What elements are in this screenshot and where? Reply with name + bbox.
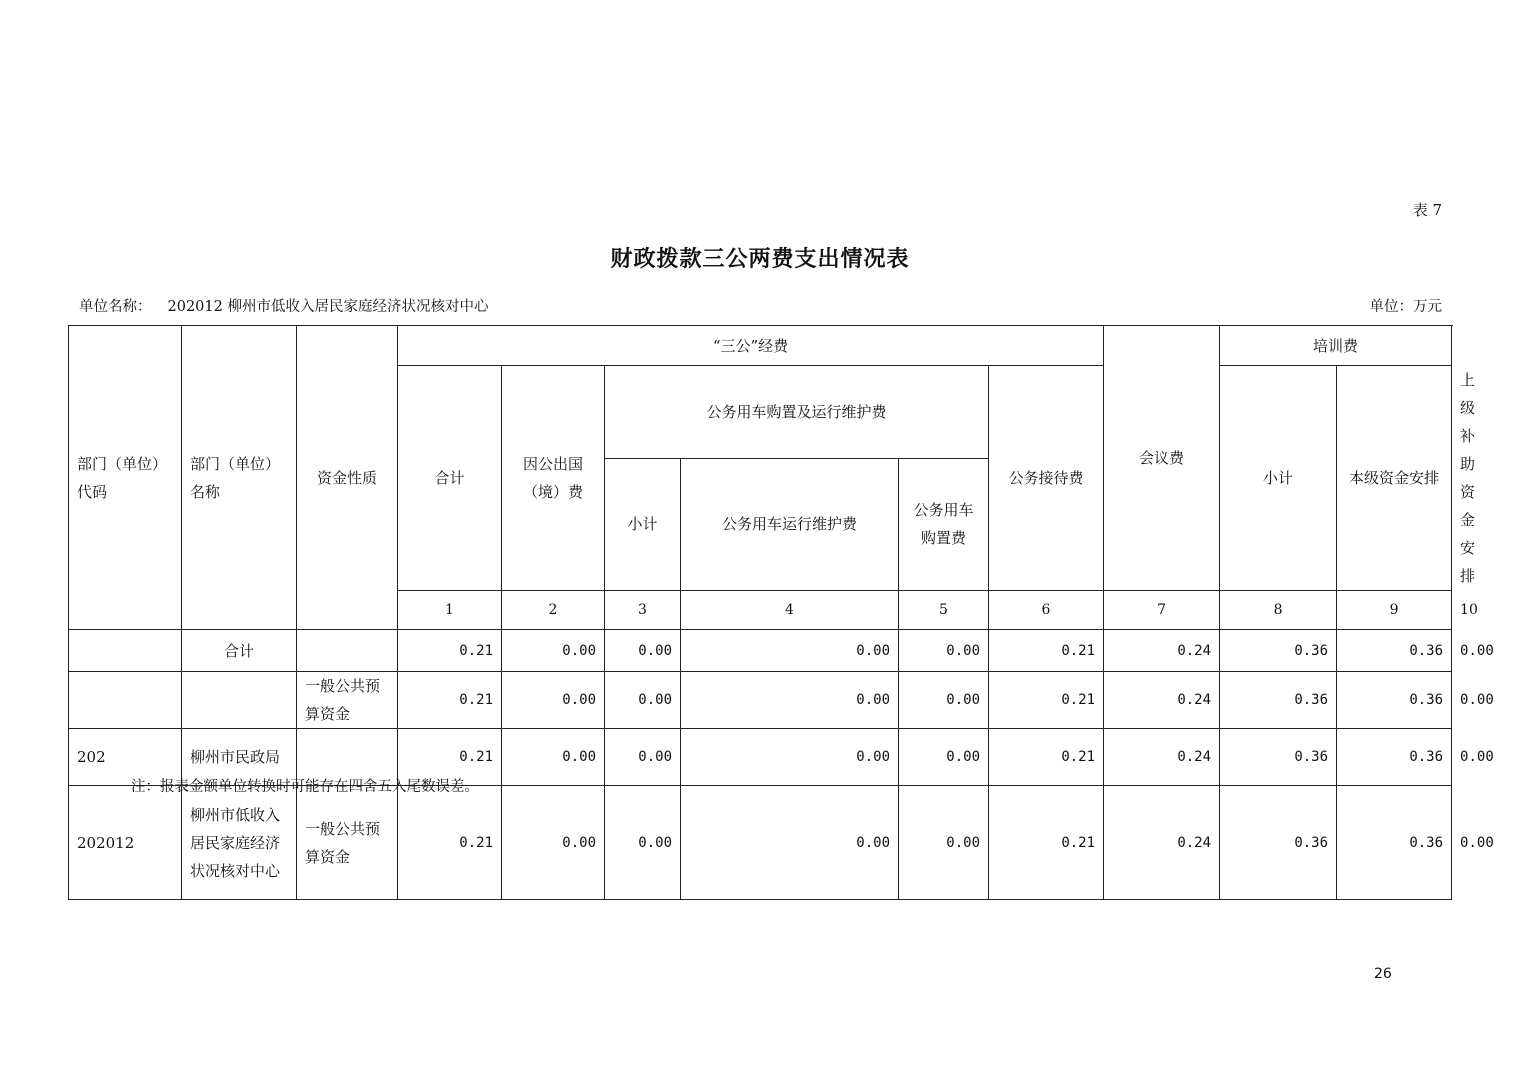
cell-training-local: 0.36 [1337, 786, 1452, 900]
header-training-subtotal: 小计 [1220, 366, 1337, 591]
col-index-1: 1 [398, 591, 502, 630]
cell-vehicle-subtotal: 0.00 [605, 672, 681, 729]
table-row: 一般公共预算资金 0.21 0.00 0.00 0.00 0.00 0.21 0.24 0.36 0.36 0.00 [69, 672, 1452, 729]
cell-vehicle-buy: 0.00 [899, 672, 989, 729]
cell-training-subtotal: 0.36 [1220, 729, 1337, 786]
header-abroad: 因公出国（境）费 [502, 366, 605, 591]
cell-training-local: 0.36 [1337, 672, 1452, 729]
cell-vehicle-subtotal: 0.00 [605, 786, 681, 900]
unit-name-line [79, 295, 488, 316]
cell-vehicle-subtotal: 0.00 [605, 729, 681, 786]
cell-abroad: 0.00 [502, 672, 605, 729]
cell-heji: 0.21 [398, 786, 502, 900]
cell-heji: 0.21 [398, 630, 502, 672]
column-index-row: 1 2 3 4 5 6 7 8 9 10 [69, 591, 1452, 630]
expenditure-table [68, 325, 1494, 900]
cell-training-local: 0.36 [1337, 729, 1452, 786]
cell-training-subtotal: 0.36 [1220, 786, 1337, 900]
page-number: 26 [1374, 966, 1392, 982]
col-index-4: 4 [681, 591, 899, 630]
header-row-1 [69, 326, 1452, 366]
header-training: 培训费 [1220, 326, 1452, 366]
row-code: 202012 [69, 786, 182, 900]
cell-meeting: 0.24 [1104, 630, 1220, 672]
header-dept-code: 部门（单位）代码 [69, 326, 182, 630]
cell-vehicle-buy: 0.00 [899, 729, 989, 786]
currency-unit-label: 单位：万元 [1369, 299, 1442, 315]
cell-abroad: 0.00 [502, 630, 605, 672]
cell-vehicle-run: 0.00 [681, 630, 899, 672]
cell-vehicle-run: 0.00 [681, 672, 899, 729]
cell-meeting: 0.24 [1104, 672, 1220, 729]
cell-training-subtotal: 0.36 [1220, 672, 1337, 729]
header-training-local: 本级资金安排 [1337, 366, 1452, 591]
row-code: 202 [69, 729, 182, 786]
cell-vehicle-run: 0.00 [681, 729, 899, 786]
row-name [182, 672, 297, 729]
header-heji: 合计 [398, 366, 502, 591]
header-vehicle-subtotal: 小计 [605, 458, 681, 590]
row-fund [297, 630, 398, 672]
cell-meeting: 0.24 [1104, 729, 1220, 786]
cell-vehicle-buy: 0.00 [899, 630, 989, 672]
col-index-2: 2 [502, 591, 605, 630]
col-index-9: 9 [1337, 591, 1452, 630]
row-name: 柳州市民政局 [182, 729, 297, 786]
col-index-7: 7 [1104, 591, 1220, 630]
cell-training-local: 0.36 [1337, 630, 1452, 672]
footnote: 注：报表金额单位转换时可能存在四舍五入尾数误差。 [131, 779, 479, 795]
cell-reception: 0.21 [989, 630, 1104, 672]
col-index-6: 6 [989, 591, 1104, 630]
cell-abroad: 0.00 [502, 729, 605, 786]
unit-name-value: 202012 柳州市低收入居民家庭经济状况核对中心 [167, 299, 489, 315]
row-fund: 一般公共预算资金 [297, 786, 398, 900]
cell-reception: 0.21 [989, 786, 1104, 900]
row-fund: 一般公共预算资金 [297, 672, 398, 729]
unit-name-label: 单位名称： [79, 299, 152, 315]
row-name: 合计 [182, 630, 297, 672]
header-vehicle-run: 公务用车运行维护费 [681, 458, 899, 590]
cell-training-subtotal: 0.36 [1220, 630, 1337, 672]
header-sangong: “三公”经费 [398, 326, 1104, 366]
page-title: 财政拨款三公两费支出情况表 [610, 246, 910, 272]
col-index-5: 5 [899, 591, 989, 630]
table-row: 202012 柳州市低收入居民家庭经济状况核对中心 一般公共预算资金 0.21 0.00 0.00 0.00 0.00 0.21 0.24 0.36 0.36 0.00 [69, 786, 1452, 900]
cell-vehicle-buy: 0.00 [899, 786, 989, 900]
col-index-8: 8 [1220, 591, 1337, 630]
table-number: 表 7 [1412, 201, 1442, 219]
header-reception: 公务接待费 [989, 366, 1104, 591]
cell-reception: 0.21 [989, 729, 1104, 786]
table-row: 合计 0.21 0.00 0.00 0.00 0.00 0.21 0.24 0.36 0.36 0.00 [69, 630, 1452, 672]
header-row-2: 合计 因公出国（境）费 公务用车购置及运行维护费 公务接待费 小计 本级资金安排 上级补助资金安排 [69, 366, 1452, 459]
col-index-3: 3 [605, 591, 681, 630]
table-row: 202 柳州市民政局 0.21 0.00 0.00 0.00 0.00 0.21 0.24 0.36 0.36 0.00 [69, 729, 1452, 786]
row-code [69, 630, 182, 672]
header-vehicle-buy: 公务用车购置费 [899, 458, 989, 590]
cell-meeting: 0.24 [1104, 786, 1220, 900]
cell-vehicle-subtotal: 0.00 [605, 630, 681, 672]
header-fund-type: 资金性质 [297, 326, 398, 630]
header-dept-name: 部门（单位）名称 [182, 326, 297, 630]
cell-heji: 0.21 [398, 672, 502, 729]
cell-reception: 0.21 [989, 672, 1104, 729]
row-code [69, 672, 182, 729]
header-vehicle: 公务用车购置及运行维护费 [605, 366, 989, 459]
cell-abroad: 0.00 [502, 786, 605, 900]
cell-vehicle-run: 0.00 [681, 786, 899, 900]
header-meeting: 会议费 [1104, 326, 1220, 591]
cell-heji: 0.21 [398, 729, 502, 786]
row-name: 柳州市低收入居民家庭经济状况核对中心 [182, 786, 297, 900]
